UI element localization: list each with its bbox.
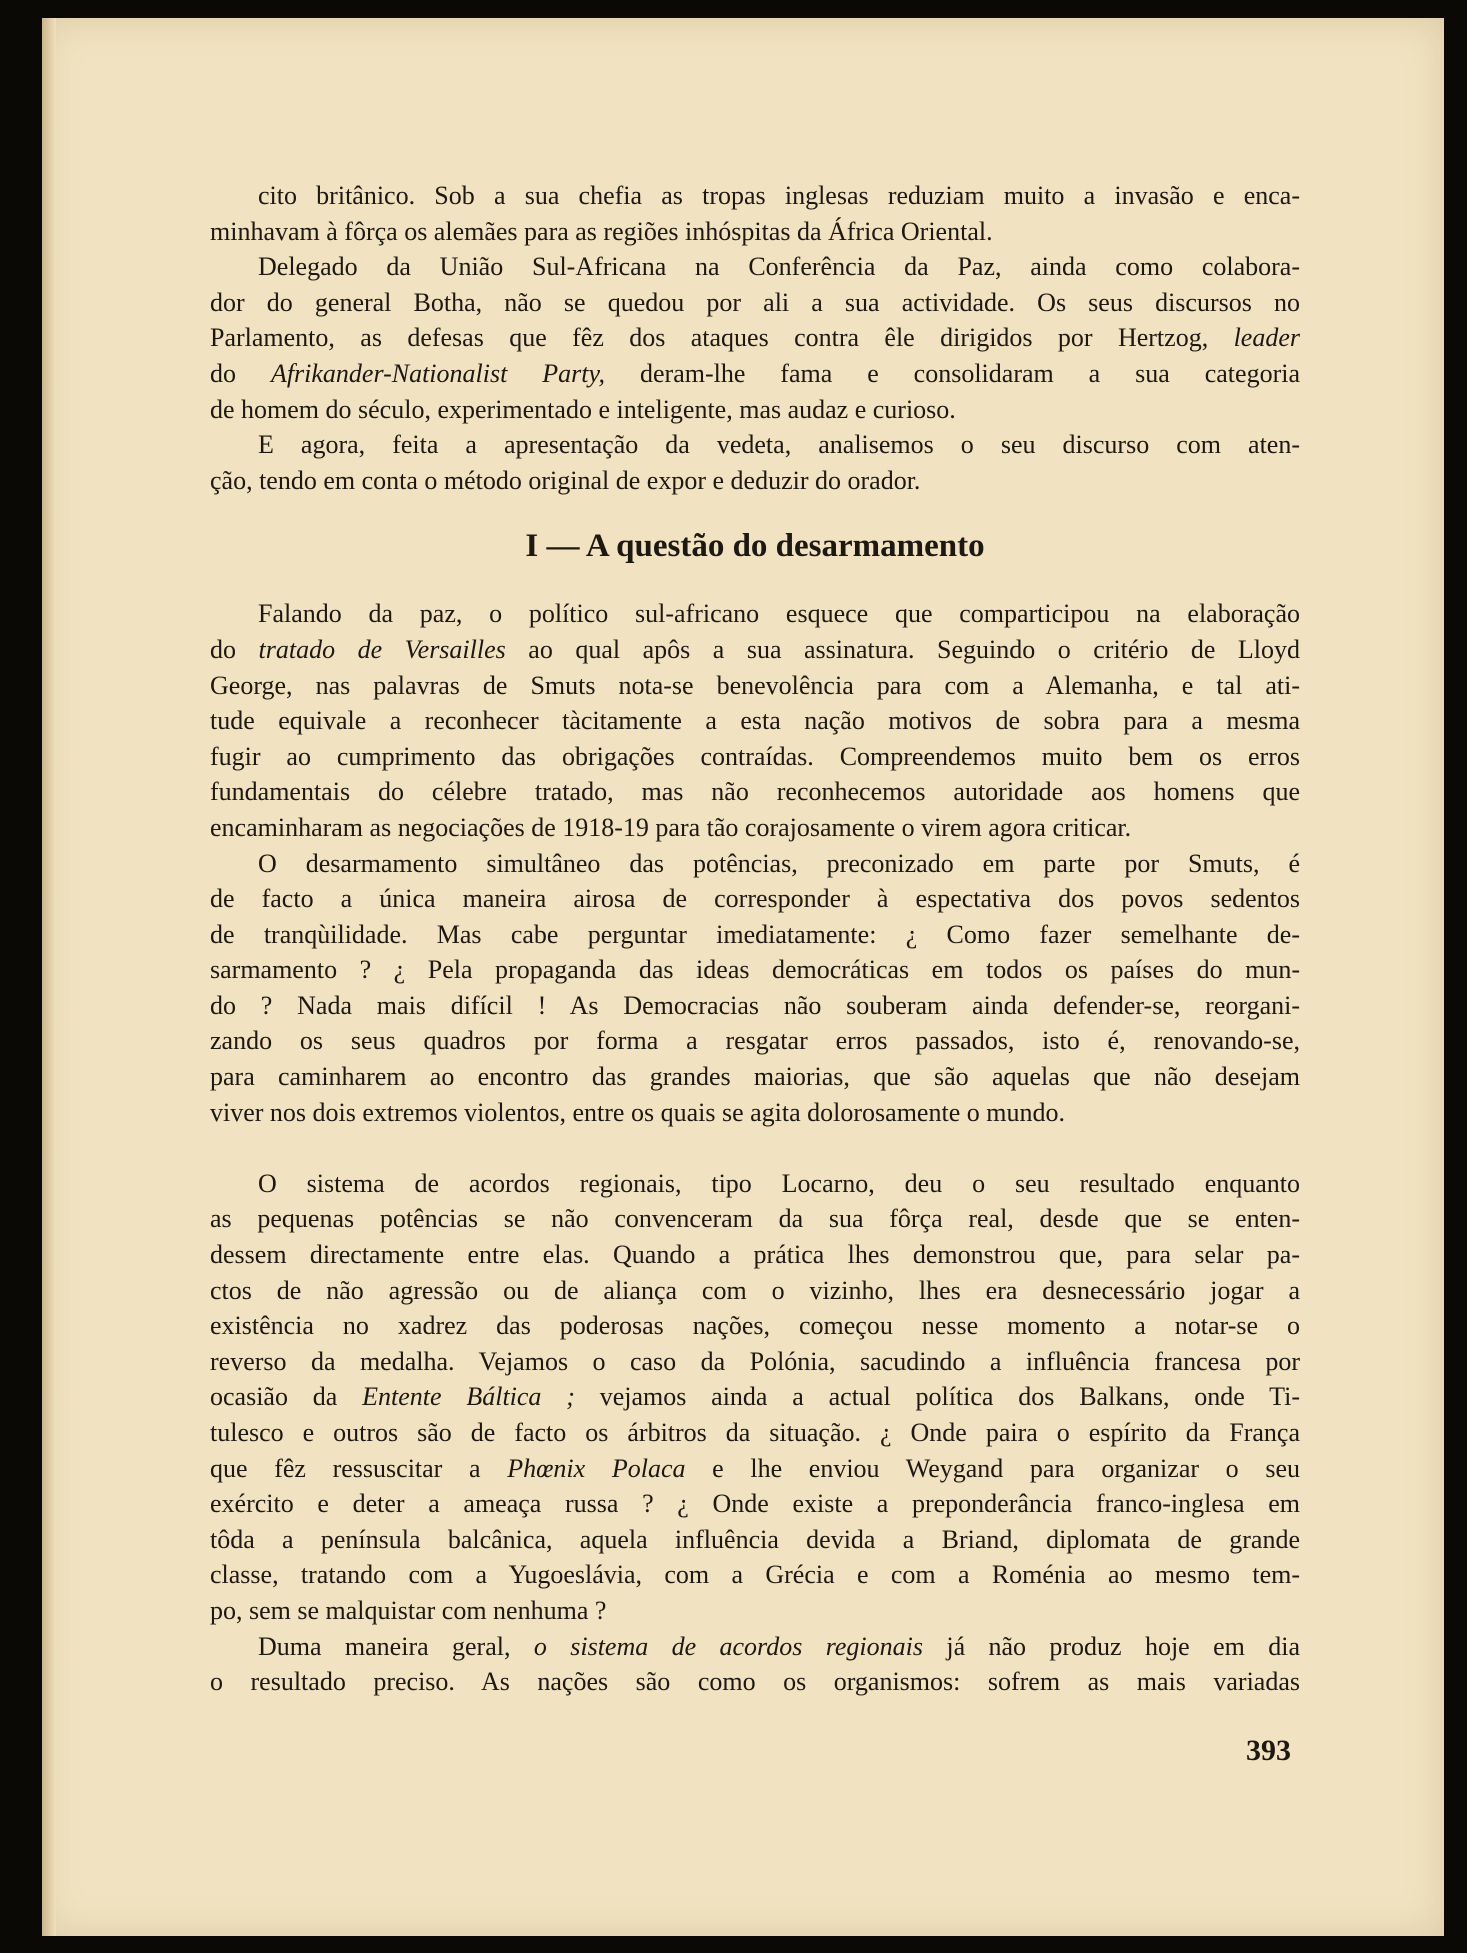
text-run: ctos de não agressão ou de aliança com o vizinho, lhes era desnecessário jogar a [210, 1275, 1300, 1305]
page-text [210, 178, 1300, 1700]
italic-run: leader [1233, 323, 1300, 353]
paragraph [210, 596, 1300, 845]
text-run: Falando da paz, o político sul-africano esquece que comparticipou na elaboração [258, 599, 1300, 629]
text-run: do ? Nada mais difícil ! As Democracias não souberam ainda defender-se, reorgani- [210, 990, 1300, 1020]
text-run: e lhe enviou Weygand para organizar o seu [685, 1453, 1300, 1483]
text-run: do [210, 634, 259, 664]
paragraph [210, 846, 1300, 1131]
intro-section [210, 178, 1300, 498]
text-run: dessem directamente entre elas. Quando a prática lhes demonstrou que, para selar pa- [210, 1240, 1300, 1270]
text-line [210, 810, 1300, 846]
text-line [210, 356, 1300, 392]
text-run: já não produz hoje em dia [922, 1631, 1300, 1661]
text-line [210, 178, 1300, 214]
section-heading: I — A questão do desarmamento [525, 528, 985, 565]
text-run: ção, tendo em conta o método original de expor e deduzir do orador. [210, 465, 921, 495]
text-run: fundamentais do célebre tratado, mas não reconhecemos autoridade aos homens que [210, 777, 1300, 807]
text-line [210, 952, 1300, 988]
text-line [210, 703, 1300, 739]
text-line [210, 1201, 1300, 1237]
text-run: classe, tratando com a Yugoeslávia, com a Grécia e com a Roménia ao mesmo tem- [210, 1560, 1300, 1590]
text-line [210, 881, 1300, 917]
text-run: dor do general Botha, não se quedou por ali a sua actividade. Os seus discursos no [210, 287, 1300, 317]
text-line [210, 1486, 1300, 1522]
text-line [210, 1522, 1300, 1558]
text-run: para caminharem ao encontro das grandes maiorias, que são aquelas que não desejam [210, 1062, 1300, 1092]
text-run: zando os seus quadros por forma a resgatar erros passados, isto é, renovando-se, [210, 1026, 1300, 1056]
paragraph [210, 178, 1300, 249]
page-number: 393 [1246, 1734, 1291, 1767]
text-run: deram-lhe fama e consolidaram a sua categoria [605, 358, 1300, 388]
text-line [210, 463, 1300, 499]
italic-run: tratado de Versailles [258, 634, 506, 664]
text-run: O sistema de acordos regionais, tipo Locarno, deu o seu resultado enquanto [258, 1168, 1300, 1198]
text-run: Delegado da União Sul-Africana na Conferência da Paz, ainda como colabora- [258, 252, 1300, 282]
text-run: de tranqùilidade. Mas cabe perguntar imediatamente: ¿ Como fazer semelhante de- [210, 919, 1300, 949]
paragraph [210, 427, 1300, 498]
text-run: ocasião da [210, 1382, 363, 1412]
text-run: exército e deter a ameaça russa ? ¿ Onde existe a preponderância franco-inglesa em [210, 1489, 1300, 1519]
text-run: reverso da medalha. Vejamos o caso da Polónia, sacudindo a influência francesa por [210, 1346, 1300, 1376]
paragraph [210, 1166, 1300, 1629]
text-line [210, 632, 1300, 668]
text-run: Parlamento, as defesas que fêz dos ataques contra êle dirigidos por Hertzog, [210, 323, 1234, 353]
text-run: po, sem se malquistar com nenhuma ? [210, 1595, 607, 1625]
text-run: Duma maneira geral, [258, 1631, 534, 1661]
text-line [210, 1629, 1300, 1665]
text-line [210, 1593, 1300, 1629]
text-run: existência no xadrez das poderosas nações, começou nesse momento a notar-se o [210, 1311, 1300, 1341]
text-run: O desarmamento simultâneo das potências, preconizado em parte por Smuts, é [258, 848, 1300, 878]
text-line [210, 1273, 1300, 1309]
text-run: tulesco e outros são de facto os árbitros da situação. ¿ Onde paira o espírito da França [210, 1418, 1300, 1447]
text-line [210, 1095, 1300, 1131]
text-line [210, 917, 1300, 953]
paragraph [210, 249, 1300, 427]
text-line [210, 1557, 1300, 1593]
text-run: ao qual apôs a sua assinatura. Seguindo o critério de Lloyd [505, 634, 1300, 664]
text-run: as pequenas potências se não convenceram da sua fôrça real, desde que se enten- [210, 1204, 1300, 1234]
text-line [210, 1023, 1300, 1059]
text-line [210, 1664, 1300, 1700]
text-line [210, 988, 1300, 1024]
text-line [210, 392, 1300, 428]
text-run: de facto a única maneira airosa de corresponder à espectativa dos povos sedentos [210, 884, 1300, 914]
text-line [210, 774, 1300, 810]
italic-run: Entente Báltica ; [362, 1382, 575, 1412]
text-line [210, 1237, 1300, 1273]
text-line [210, 1308, 1300, 1344]
text-run: George, nas palavras de Smuts nota-se benevolência para com a Alemanha, e tal ati- [210, 670, 1300, 700]
text-line [210, 739, 1300, 775]
text-line [210, 1415, 1300, 1451]
text-line [210, 249, 1300, 285]
text-run: minhavam à fôrça os alemães para as regiões inhóspitas da África Oriental. [210, 216, 993, 246]
text-run: sarmamento ? ¿ Pela propaganda das ideas democráticas em todos os países do mun- [210, 955, 1300, 985]
text-line [210, 320, 1300, 356]
text-run: E agora, feita a apresentação da vedeta, analisemos o seu discurso com aten- [258, 430, 1300, 460]
italic-run: Afrikander-Nationalist Party, [270, 358, 606, 388]
text-run: vejamos ainda a actual política dos Balkans, onde Ti- [574, 1382, 1300, 1412]
italic-run: Phœnix Polaca [507, 1453, 686, 1483]
paragraph [210, 1629, 1300, 1700]
text-run: que fêz ressuscitar a [210, 1453, 508, 1483]
text-line [210, 668, 1300, 704]
text-line [210, 285, 1300, 321]
text-run: encaminharam as negociações de 1918-19 para tão corajosamente o virem agora criticar. [210, 812, 1132, 842]
text-run: fugir ao cumprimento das obrigações contraídas. Compreendemos muito bem os erros [210, 741, 1300, 771]
text-run: o resultado preciso. As nações são como os organismos: sofrem as mais variadas [210, 1667, 1300, 1697]
text-line [210, 1166, 1300, 1202]
text-run: cito britânico. Sob a sua chefia as tropas inglesas reduziam muito a invasão e enca- [258, 181, 1300, 210]
paragraph-gap [210, 1130, 1300, 1166]
disarmament-section [210, 596, 1300, 1699]
text-line [210, 1344, 1300, 1380]
italic-run: o sistema de acordos regionais [533, 1631, 923, 1661]
text-line [210, 1059, 1300, 1095]
text-line [210, 214, 1300, 250]
text-line [210, 1451, 1300, 1487]
book-page [42, 18, 1444, 1936]
text-run: viver nos dois extremos violentos, entre os quais se agita dolorosamente o mundo. [210, 1097, 1065, 1127]
text-line [210, 846, 1300, 882]
text-run: tôda a península balcânica, aquela influência devida a Briand, diplomata de grande [210, 1524, 1300, 1554]
text-line [210, 596, 1300, 632]
page-gutter [42, 18, 56, 1936]
text-run: tude equivale a reconhecer tàcitamente a esta nação motivos de sobra para a mesma [210, 706, 1300, 736]
text-run: do [210, 358, 271, 388]
text-run: de homem do século, experimentado e inteligente, mas audaz e curioso. [210, 394, 956, 424]
text-line [210, 1379, 1300, 1415]
text-line [210, 427, 1300, 463]
